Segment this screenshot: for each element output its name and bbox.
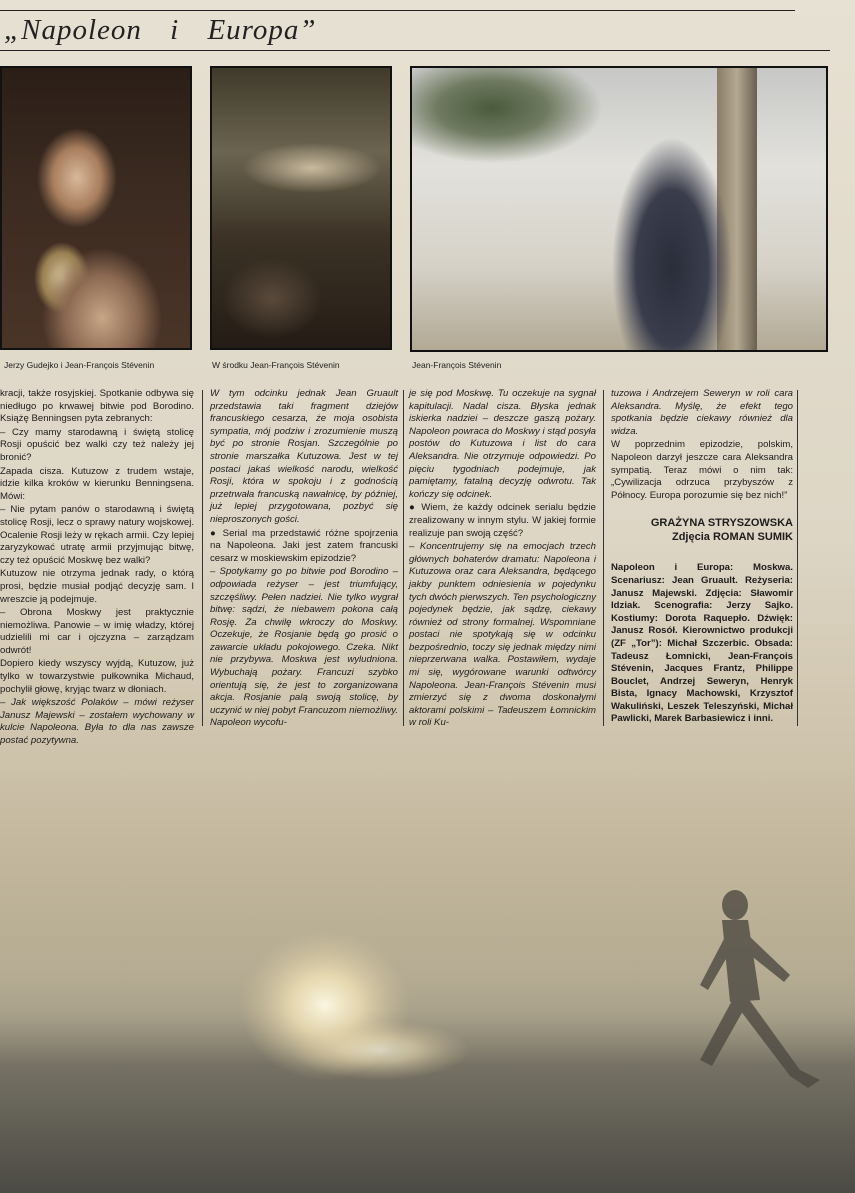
article-column-1 — [0, 388, 194, 747]
paragraph: je się pod Moskwę. Tu oczekuje na sygnał kapitulacji. Nadal cisza. Błyska jednak iskierka nadziei – deszcze gaszą pożary. Napoleon powraca do Moskwy i stąd posyła postów do Kutuzowa i list do cara Aleksandra. Nie otrzymuje odpowiedzi. Po pięciu tygodniach podejmuje, jak pamiętamy, fatalną decyzję odwrotu. Tak kończy się odcinek. — [409, 388, 596, 500]
paragraph: Kutuzow nie otrzyma jednak rady, o którą prosi, będzie musiał podjąć decyzję sam. I wreszcie ją podejmuje. — [0, 568, 194, 605]
column-rule-3 — [603, 390, 604, 726]
paragraph: – Czy mamy starodawną i świętą stolicę Rosji opuścić bez walki czy też należy jej bronić? — [0, 426, 194, 463]
caption-photo-2: W środku Jean-François Stévenin — [212, 360, 340, 370]
photo-credit: Zdjęcia ROMAN SUMIK — [671, 531, 793, 544]
photo-gudejko-stevenin — [0, 66, 192, 350]
paragraph: kracji, także rosyjskiej. Spotkanie odbywa się niedługo po krwawej bitwie pod Borodino. Książę Benningsen pyta zebranych: — [0, 388, 194, 425]
article-column-3 — [409, 388, 596, 729]
title-part-3: Europa” — [207, 14, 317, 46]
header-rule-bottom — [0, 50, 830, 51]
paragraph: – Spotykamy go po bitwie pod Borodino – odpowiada reżyser – jest triumfujący, szczęśliwy. Pełen nadziei. Nie tylko wygrał bitwę: sądzi, że niebawem pokona całą Rosję. Za chwilę wkroczy do Moskwy. Oczekuje, że Rosjanie będą go prosić o zawarcie układu pokojowego. Czeka. Nikt nie przybywa. Moskwa jest wyludniona. Wybuchają pożary. Francuzi szybko orientują się, że jest to zorganizowana akcja. Rosjanie palą swoją stolicę, by uczynić w niej pobyt Francuzom niemożliwy. Napoleon wycofu- — [210, 566, 398, 729]
paragraph: Zapada cisza. Kutuzow z trudem wstaje, idzie kilka kroków w kierunku Benningsena. Mówi: — [0, 465, 194, 502]
paragraph: – Jak większość Polaków – mówi reżyser Janusz Majewski – zostałem wychowany w kulcie Napoleona. Była to dla nas zawsze postać pozytywna. — [0, 697, 194, 747]
paragraph: tuzowa i Andrzejem Seweryn w roli cara Aleksandra. Myślę, że efekt tego spotkania będzie ciekawy również dla widza. — [611, 388, 793, 437]
page-title — [4, 14, 317, 47]
caption-photo-1: Jerzy Gudejko i Jean-François Stévenin — [4, 360, 155, 370]
author-signature — [611, 516, 793, 544]
interview-question: ● Serial ma przedstawić różne spojrzenia na Napoleona. Jaki jest zatem francuski cesarz w moskiewskim epizodzie? — [210, 527, 398, 564]
paragraph: – Nie pytam panów o starodawną i świętą stolicę Rosji, lecz o sprawy natury wojskowej. Ocalenie Rosji leży w rękach armii. Czy lepiej zaryzykować utratę armii przyjmując bitwę, czy też opuścić Moskwę bez walki? — [0, 504, 194, 566]
column-rule-1 — [202, 390, 203, 726]
column-rule-4 — [797, 390, 798, 726]
article-column-2 — [210, 388, 398, 729]
paragraph: – Obrona Moskwy jest praktycznie niemożliwa. Panowie – w imię władzy, której udzielili mi car i ojczyzna – zarządzam odwrót! — [0, 607, 194, 656]
title-part-2: i — [170, 14, 180, 46]
photo-stevenin-napoleon — [410, 66, 828, 352]
column-rule-2 — [403, 390, 404, 726]
paragraph: W poprzednim epizodzie, polskim, Napoleon darzył jeszcze cara Aleksandra sympatią. Teraz mówi o nim tak: „Cywilizacja odrzuca przybyszów z Północy. Europa porozumie się bez nich!” — [611, 439, 793, 501]
battlefield-photo — [0, 740, 855, 1193]
photo-stevenin-middle — [210, 66, 392, 350]
interview-question: ● Wiem, że każdy odcinek serialu będzie zrealizowany w innym stylu. W jakiej formie realizuje pan swoją część? — [409, 502, 596, 539]
header-rule-top — [0, 10, 795, 11]
article-column-4 — [611, 388, 793, 723]
title-part-1: „Napoleon — [4, 14, 142, 46]
explosion-smoke — [290, 1020, 470, 1080]
paragraph: – Koncentrujemy się na emocjach trzech głównych bohaterów dramatu: Napoleona i Kutuzowa oraz cara Aleksandra, będącego jakby punktem odniesienia w pojedynku tych dwóch pierwszych. Ten psychologiczny pojedynek będzie, jak sądzę, ciekawy również od strony formalnej. Wspomniane postaci nie spotykają się w odcinku bezpośrednio, toczy się jednak między nimi nieprzerwana walka. Postawiłem, wydaje mi się, wygórowane warunki odtwórcy Napoleona. Jean-François Stévenin musi zmierzyć się z dwoma doskonałymi aktorami polskimi – Tadeuszem Łomnickim w roli Ku- — [409, 541, 596, 729]
author-name: GRAŻYNA STRYSZOWSKA — [650, 517, 793, 530]
paragraph: Dopiero kiedy wszyscy wyjdą, Kutuzow, już tylko w towarzystwie pułkownika Michaud, pochylił głowę, kryjąc twarz w dłoniach. — [0, 658, 194, 695]
film-credits: Napoleon i Europa: Moskwa. Scenariusz: Jean Gruault. Reżyseria: Janusz Majewski. Zdjęcia: Sławomir Idziak. Scenografia: Jerzy Sajko. Kostiumy: Dorota Raquepło. Dźwięk: Janusz Rosół. Kierownictwo produkcji (ZF „Tor”): Michał Szczerbic. Obsada: Tadeusz Łomnicki, Jean-François Stévenin, Jacques Frantz, Philippe Bouclet, Andrzej Seweryn, Henryk Bista, Ignacy Machowski, Krzysztof Wakuliński, Leszek Teleszyński, Michał Pawlicki, Marek Barbasiewicz i inni. — [611, 562, 793, 725]
paragraph: W tym odcinku jednak Jean Gruault przedstawia taki fragment dziejów francuskiego cesarza, że moja osobista sympatia, mój podziw i zrozumienie muszą być po stronie Rosjan. Szczególnie po stronie marszałka Kutuzowa. Jest w tej postaci jakaś wielkość narodu, wielkość Rosji, która w spokoju i z godnością przetrwała francuską nawałnicę, by później, już lepiej przygotowana, pozbyć się nieproszonych gości. — [210, 388, 398, 525]
caption-photo-3: Jean-François Stévenin — [412, 360, 502, 370]
